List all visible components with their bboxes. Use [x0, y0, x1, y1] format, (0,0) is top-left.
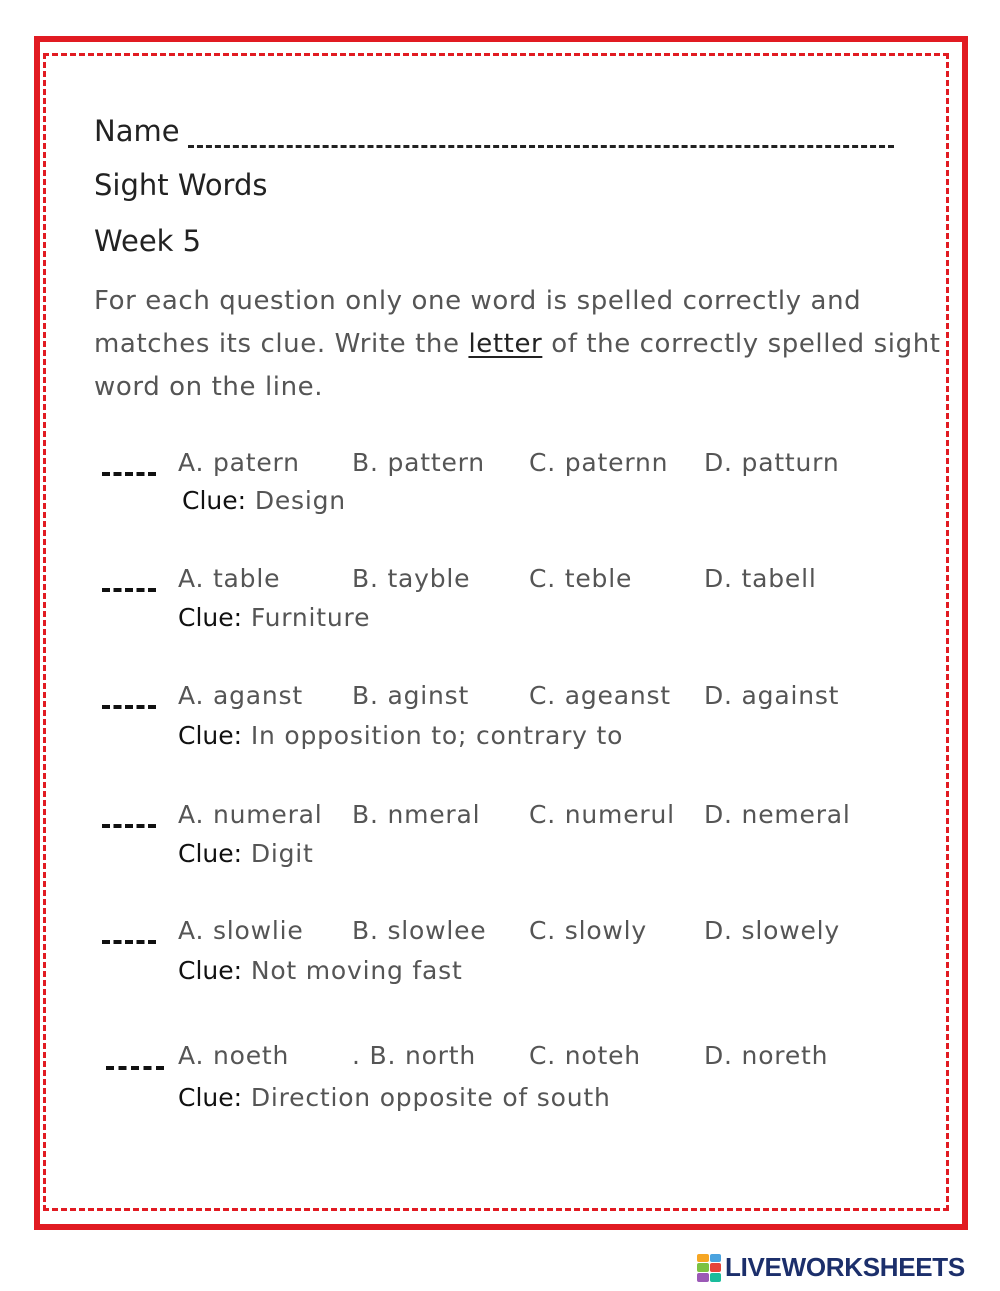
q2-option-b: B. tayble: [352, 564, 471, 593]
q3-option-c: C. ageanst: [529, 681, 671, 710]
q2-option-a: A. table: [178, 564, 281, 593]
name-input-line[interactable]: [188, 145, 894, 148]
q3-clue-text: In opposition to; contrary to: [250, 721, 624, 750]
week-label: Week 5: [94, 224, 202, 258]
q6-clue-text: Direction opposite of south: [250, 1083, 611, 1112]
answer-blank-3[interactable]: [102, 705, 156, 709]
q5-option-a: A. slowlie: [178, 916, 304, 945]
q1-clue: [182, 486, 346, 515]
logo-block-1: [697, 1254, 709, 1263]
logo-block-2: [710, 1254, 722, 1263]
q4-option-c: C. numerul: [529, 800, 675, 829]
q1-option-d: D. patturn: [704, 448, 840, 477]
logo-block-3: [697, 1263, 709, 1272]
q5-clue-text: Not moving fast: [250, 956, 463, 985]
q5-option-c: C. slowly: [529, 916, 648, 945]
q2-clue-text: Furniture: [250, 603, 371, 632]
q4-clue: [178, 839, 314, 868]
q3-clue: [178, 721, 623, 750]
q1-clue-text: Design: [254, 486, 346, 515]
logo-block-4: [710, 1263, 722, 1272]
q6-clue: [178, 1083, 611, 1112]
clue-label: Clue:: [178, 1083, 243, 1112]
answer-blank-4[interactable]: [102, 824, 156, 828]
worksheet-title: Sight Words: [94, 168, 268, 202]
q6-option-a: A. noeth: [178, 1041, 290, 1070]
q4-clue-text: Digit: [250, 839, 314, 868]
q3-option-d: D. against: [704, 681, 840, 710]
q5-option-d: D. slowely: [704, 916, 840, 945]
liveworksheets-logo-text: LIVEWORKSHEETS: [725, 1252, 965, 1282]
q1-option-c: C. paternn: [529, 448, 669, 477]
liveworksheets-logo[interactable]: [697, 1252, 965, 1283]
instructions: [94, 280, 944, 409]
instructions-text-start: For each question only one word is spelled correctly and matches its clue. Write the: [94, 286, 862, 359]
clue-label: Clue:: [178, 956, 243, 985]
q6-option-c: C. noteh: [529, 1041, 641, 1070]
liveworksheets-logo-icon: [697, 1254, 721, 1282]
q4-option-a: A. numeral: [178, 800, 323, 829]
answer-blank-5[interactable]: [102, 940, 156, 944]
clue-label: Clue:: [178, 721, 243, 750]
q4-option-d: D. nemeral: [704, 800, 851, 829]
answer-blank-1[interactable]: [102, 472, 156, 476]
logo-block-5: [697, 1273, 709, 1282]
q4-option-b: B. nmeral: [352, 800, 481, 829]
answer-blank-6[interactable]: [106, 1066, 164, 1070]
name-label: Name: [94, 114, 180, 148]
clue-label: Clue:: [182, 486, 247, 515]
q1-option-a: A. patern: [178, 448, 300, 477]
q3-option-a: A. aganst: [178, 681, 303, 710]
q5-option-b: B. slowlee: [352, 916, 487, 945]
clue-label: Clue:: [178, 603, 243, 632]
q2-option-c: C. teble: [529, 564, 633, 593]
q2-clue: [178, 603, 370, 632]
clue-label: Clue:: [178, 839, 243, 868]
answer-blank-2[interactable]: [102, 588, 156, 592]
q2-option-d: D. tabell: [704, 564, 817, 593]
logo-block-6: [710, 1273, 722, 1282]
q1-option-b: B. pattern: [352, 448, 485, 477]
q6-option-d: D. noreth: [704, 1041, 829, 1070]
q3-option-b: B. aginst: [352, 681, 470, 710]
instructions-text-end: of the correctly spelled sight word on the line.: [94, 329, 941, 402]
q5-clue: [178, 956, 463, 985]
instructions-keyword: letter: [468, 329, 543, 359]
q6-option-b: . B. north: [352, 1041, 477, 1070]
